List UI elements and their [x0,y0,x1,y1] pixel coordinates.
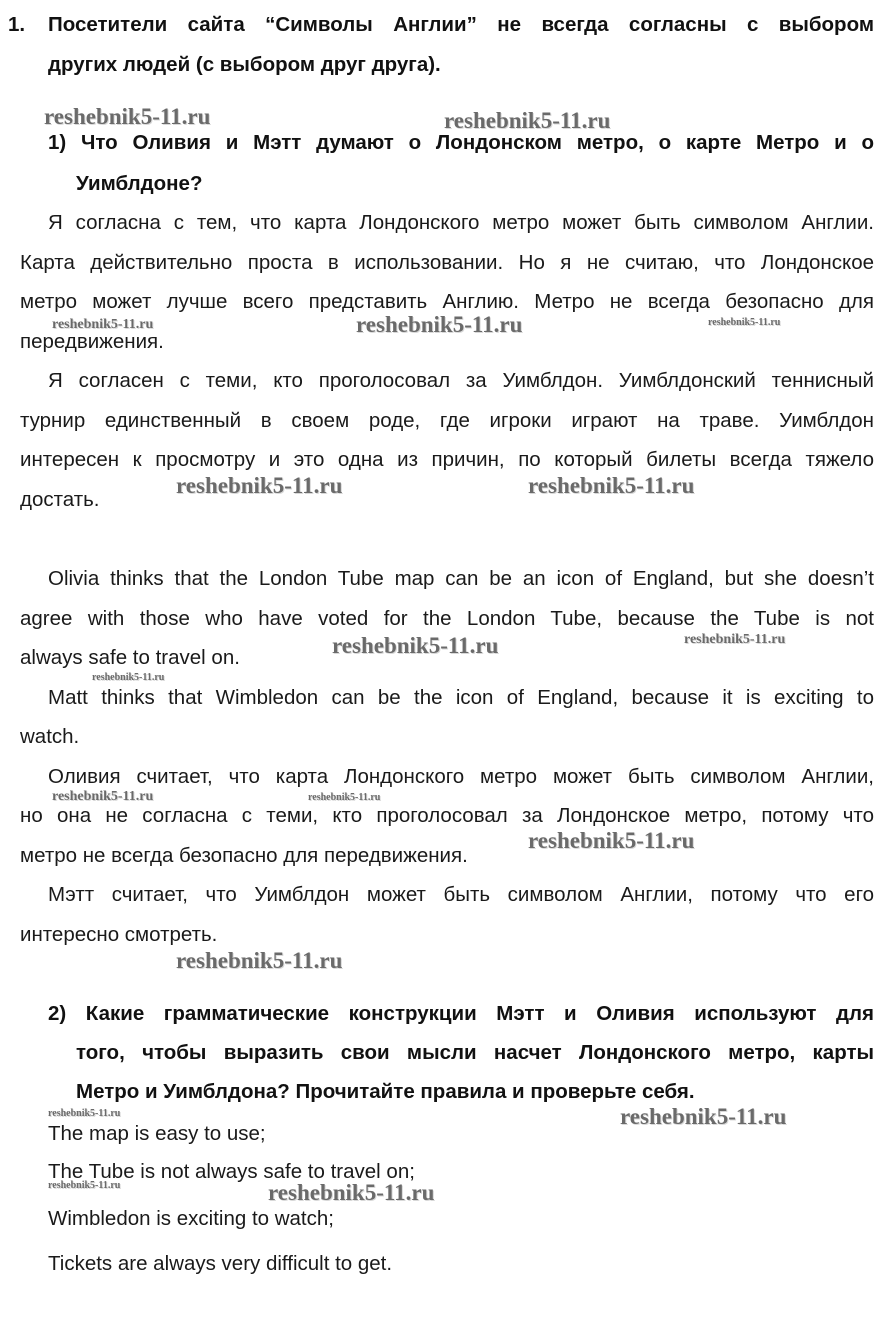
watermark: reshebnik5-11.ru [52,317,154,332]
ru-paragraph-2-line-1: Я согласен с теми, кто проголосовал за Уимблдон. Уимблдонский теннисный [48,369,874,392]
watermark: reshebnik5-11.ru [332,633,499,658]
question-title-line-2: других людей (с выбором друг друга). [48,53,441,76]
watermark: reshebnik5-11.ru [684,632,786,647]
example-sentence: The map is easy to use; [48,1122,266,1145]
ru-paragraph-1-line-2: Карта действительно проста в использовании. Но я не считаю, что Лондонское [20,251,874,274]
ru-paragraph-3-line-2: но она не согласна с теми, кто проголосовал за Лондонское метро, потому что [20,804,874,827]
ru-paragraph-1-line-4: передвижения. [20,330,164,353]
ru-paragraph-2-line-2: турнир единственный в своем роде, где игроки играют на траве. Уимблдон [20,409,874,432]
ru-paragraph-4-line-2: интересно смотреть. [20,923,218,946]
ru-paragraph-2-line-4: достать. [20,488,100,511]
ru-paragraph-1-line-1: Я согласна с тем, что карта Лондонского метро может быть символом Англии. [48,211,874,234]
en-paragraph-1-line-1: Olivia thinks that the London Tube map can be an icon of England, but she doesn’t [48,567,874,590]
watermark: reshebnik5-11.ru [444,108,611,133]
ru-paragraph-1-line-3: метро может лучше всего представить Англию. Метро не всегда безопасно для [20,290,874,313]
watermark: reshebnik5-11.ru [176,948,343,973]
ru-paragraph-2-line-3: интересен к просмотру и это одна из причин, по который билеты всегда тяжело [20,448,874,471]
watermark: reshebnik5-11.ru [52,789,154,804]
subquestion-1-line-2: Уимблдоне? [76,172,203,195]
ru-paragraph-3-line-3: метро не всегда безопасно для передвижения. [20,844,468,867]
subquestion-1-line-1: 1) Что Оливия и Мэтт думают о Лондонском метро, о карте Метро и о [48,131,874,154]
watermark: reshebnik5-11.ru [356,312,523,337]
watermark: reshebnik5-11.ru [92,672,165,683]
ru-paragraph-3-line-1: Оливия считает, что карта Лондонского метро может быть символом Англии, [48,765,874,788]
watermark: reshebnik5-11.ru [620,1104,787,1129]
watermark: reshebnik5-11.ru [48,1180,121,1191]
example-sentence: Tickets are always very difficult to get. [48,1252,393,1275]
watermark: reshebnik5-11.ru [528,473,695,498]
en-paragraph-1-line-2: agree with those who have voted for the London Tube, because the Tube is not [20,607,874,630]
watermark: reshebnik5-11.ru [308,792,381,803]
watermark: reshebnik5-11.ru [268,1180,435,1205]
watermark: reshebnik5-11.ru [176,473,343,498]
subquestion-2-line-1: 2) Какие грамматические конструкции Мэтт и Оливия используют для [48,1002,874,1025]
watermark: reshebnik5-11.ru [528,828,695,853]
question-number: 1. [8,13,26,36]
example-sentence: The Tube is not always safe to travel on; [48,1160,415,1183]
example-sentence: Wimbledon is exciting to watch; [48,1207,334,1230]
en-paragraph-1-line-3: always safe to travel on. [20,646,240,669]
watermark: reshebnik5-11.ru [708,317,781,328]
watermark: reshebnik5-11.ru [44,104,211,129]
subquestion-2-line-2: того, чтобы выразить свои мысли насчет Лондонского метро, карты [76,1041,874,1064]
question-title-line-1: Посетители сайта “Символы Англии” не всегда согласны с выбором [48,13,874,36]
watermark: reshebnik5-11.ru [48,1108,121,1119]
en-paragraph-2-line-1: Matt thinks that Wimbledon can be the icon of England, because it is exciting to [48,686,874,709]
ru-paragraph-4-line-1: Мэтт считает, что Уимблдон может быть символом Англии, потому что его [48,883,874,906]
en-paragraph-2-line-2: watch. [20,725,80,748]
subquestion-2-line-3: Метро и Уимблдона? Прочитайте правила и проверьте себя. [76,1080,695,1103]
